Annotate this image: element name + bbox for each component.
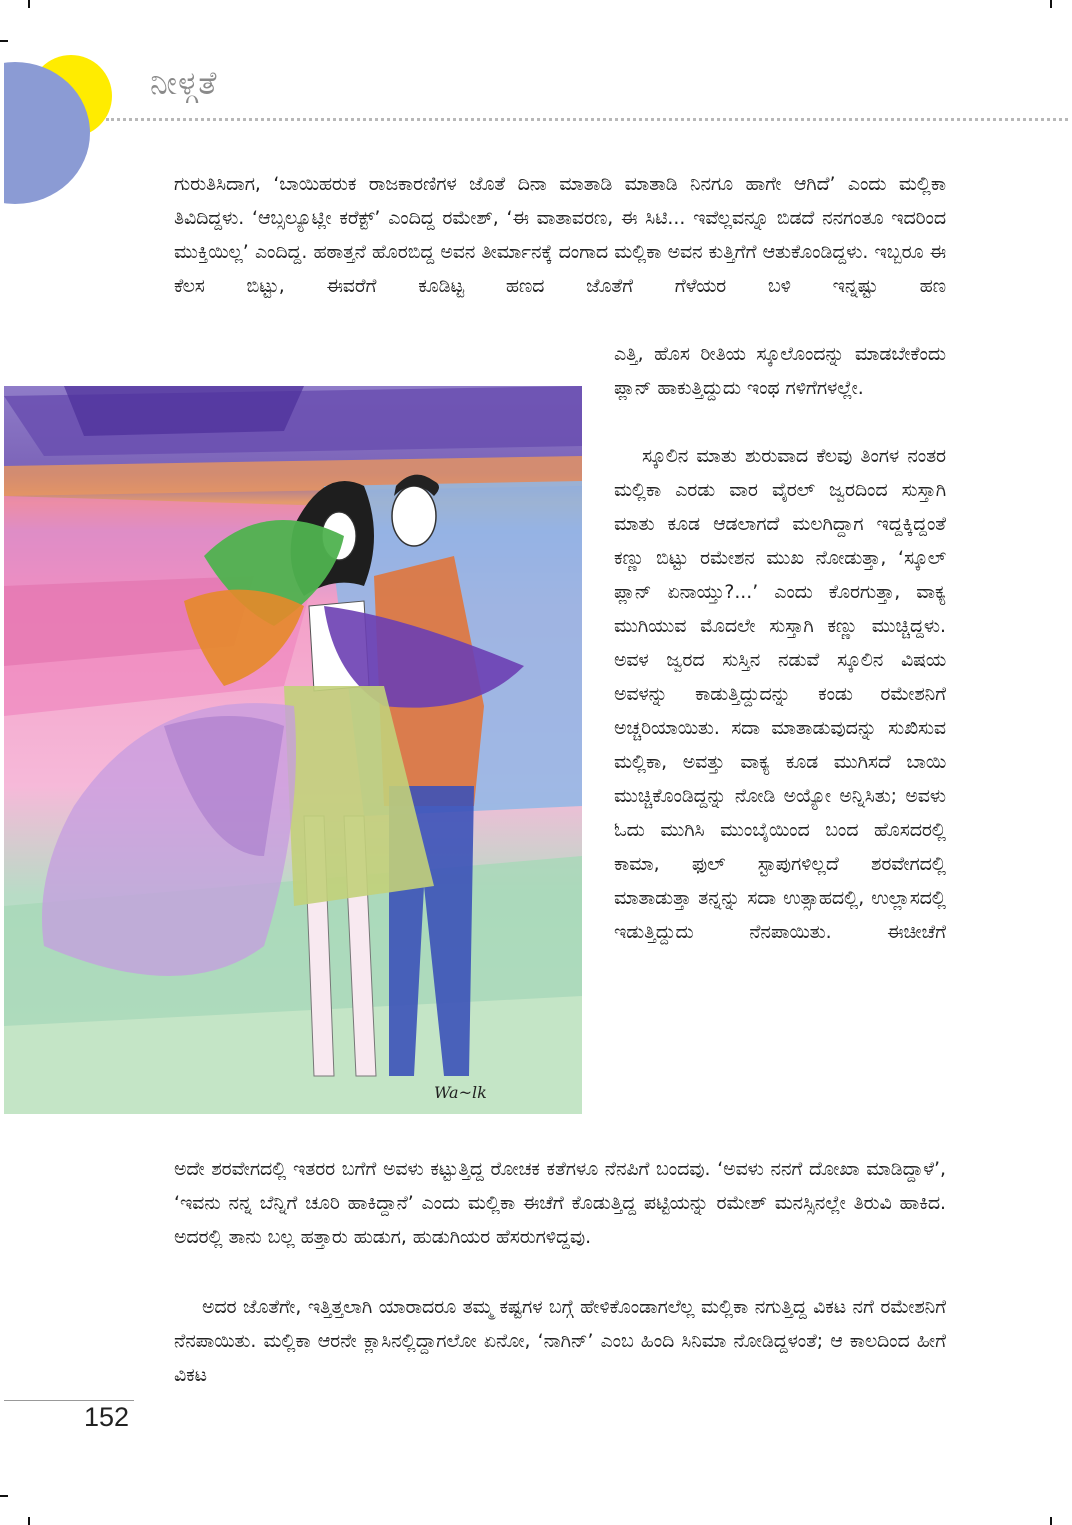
body-paragraph-bottom-1: ಅದೇ ಶರವೇಗದಲ್ಲಿ ಇತರರ ಬಗೆಗೆ ಅವಳು ಕಟ್ಟುತ್ತಿದ್ದ ರೋಚಕ ಕತೆಗಳೂ ನೆನಪಿಗೆ ಬಂದವು. ‘ಅವಳು ನನಗೆ ದೋಖಾ ಮಾಡಿದ್ದಾಳೆ’, ‘ಇವನು ನನ್ನ ಬೆನ್ನಿಗೆ ಚೂರಿ ಹಾಕಿದ್ದಾನೆ’ ಎಂದು ಮಲ್ಲಿಕಾ ಈಚೆಗೆ ಕೊಡುತ್ತಿದ್ದ ಪಟ್ಟಿಯನ್ನು ರಮೇಶ್ ಮನಸ್ಸಿನಲ್ಲೇ ತಿರುವಿ ಹಾಕಿದ. ಅದರಲ್ಲಿ ತಾನು ಬಲ್ಲ ಹತ್ತಾರು ಹುಡುಗ, ಹುಡುಗಿಯರ ಹೆಸರುಗಳಿದ್ದವು. xyxy=(174,1159,946,1248)
header-dotted-rule xyxy=(106,118,1068,121)
column-paragraph-2: ಸ್ಕೂಲಿನ ಮಾತು ಶುರುವಾದ ಕೆಲವು ತಿಂಗಳ ನಂತರ ಮಲ್ಲಿಕಾ ಎರಡು ವಾರ ವೈರಲ್ ಜ್ವರದಿಂದ ಸುಸ್ತಾಗಿ ಮಾತು ಕೂಡ ಆಡಲಾಗದೆ ಮಲಗಿದ್ದಾಗ ಇದ್ದಕ್ಕಿದ್ದಂತೆ ಕಣ್ಣು ಬಿಟ್ಟು ರಮೇಶನ ಮುಖ ನೋಡುತ್ತಾ, ‘ಸ್ಕೂಲ್ ಪ್ಲಾನ್ ಏನಾಯ್ತು?...’ ಎಂದು ಕೊರಗುತ್ತಾ, ವಾಕ್ಯ ಮುಗಿಯುವ ಮೊದಲೇ ಸುಸ್ತಾಗಿ ಕಣ್ಣು ಮುಚ್ಚಿದ್ದಳು. ಅವಳ ಜ್ವರದ ಸುಸ್ತಿನ ನಡುವೆ ಸ್ಕೂಲಿನ ವಿಷಯ ಅವಳನ್ನು ಕಾಡುತ್ತಿದ್ದುದನ್ನು ಕಂಡು ರಮೇಶನಿಗೆ ಅಚ್ಚರಿಯಾಯಿತು. ಸದಾ ಮಾತಾಡುವುದನ್ನು ಸುಖಿಸುವ ಮಲ್ಲಿಕಾ, ಅವತ್ತು ವಾಕ್ಯ ಕೂಡ ಮುಗಿಸದೆ ಬಾಯಿ ಮುಚ್ಚಿಕೊಂಡಿದ್ದನ್ನು ನೋಡಿ ಅಯ್ಯೋ ಅನ್ನಿಸಿತು; ಅವಳು ಓದು ಮುಗಿಸಿ ಮುಂಬೈಯಿಂದ ಬಂದ ಹೊಸದರಲ್ಲಿ ಕಾಮಾ, ಫುಲ್ ಸ್ಟಾಪುಗಳಿಲ್ಲದೆ ಶರವೇಗದಲ್ಲಿ ಮಾತಾಡುತ್ತಾ ತನ್ನನ್ನು ಸದಾ ಉತ್ಸಾಹದಲ್ಲಿ, ಉಲ್ಲಾಸದಲ್ಲಿ ಇಡುತ್ತಿದ್ದುದು ನೆನಪಾಯಿತು. ಈಚೀಚೆಗೆ xyxy=(614,446,946,943)
body-paragraph-bottom-2: ಅದರ ಜೊತೆಗೇ, ಇತ್ತಿತ್ತಲಾಗಿ ಯಾರಾದರೂ ತಮ್ಮ ಕಷ್ಟಗಳ ಬಗ್ಗೆ ಹೇಳಿಕೊಂಡಾಗಲೆಲ್ಲ ಮಲ್ಲಿಕಾ ನಗುತ್ತಿದ್ದ ವಿಕಟ ನಗೆ ರಮೇಶನಿಗೆ ನೆನಪಾಯಿತು. ಮಲ್ಲಿಕಾ ಆರನೇ ಕ್ಲಾಸಿನಲ್ಲಿದ್ದಾಗಲೋ ಏನೋ, ‘ನಾಗಿನ್’ ಎಂಬ ಹಿಂದಿ ಸಿನಿಮಾ ನೋಡಿದ್ದಳಂತೆ; ಆ ಕಾಲದಿಂದ ಹೀಗೆ ವಿಕಟ xyxy=(174,1297,946,1386)
crop-mark xyxy=(0,40,8,42)
illustration-signature: Wa~lk xyxy=(434,1083,487,1102)
body-paragraph-top: ಗುರುತಿಸಿದಾಗ, ‘ಬಾಯಿಹರುಕ ರಾಜಕಾರಣಿಗಳ ಜೊತೆ ದಿನಾ ಮಾತಾಡಿ ಮಾತಾಡಿ ನಿನಗೂ ಹಾಗೇ ಆಗಿದೆ’ ಎಂದು ಮಲ್ಲಿಕಾ ತಿವಿದಿದ್ದಳು. ‘ಆಬ್ಸಲ್ಯೂಟ್ಲೀ ಕರೆಕ್ಟ್’ ಎಂದಿದ್ದ ರಮೇಶ್, ‘ಈ ವಾತಾವರಣ, ಈ ಸಿಟಿ... ಇವೆಲ್ಲವನ್ನೂ ಬಿಡದೆ ನನಗಂತೂ ಇದರಿಂದ ಮುಕ್ತಿಯಿಲ್ಲ’ ಎಂದಿದ್ದ. ಹಠಾತ್ತನೆ ಹೊರಬಿದ್ದ ಅವನ ತೀರ್ಮಾನಕ್ಕೆ ದಂಗಾದ ಮಲ್ಲಿಕಾ ಅವನ ಕುತ್ತಿಗೆಗೆ ಆತುಕೊಂಡಿದ್ದಳು. ಇಬ್ಬರೂ ಈ ಕೆಲಸ ಬಿಟ್ಟು, ಈವರೆಗೆ ಕೂಡಿಟ್ಟ ಹಣದ ಜೊತೆಗೆ ಗೆಳೆಯರ ಬಳಿ ಇನ್ನಷ್ಟು ಹಣ xyxy=(174,174,946,297)
section-title: ನೀಳ್ಗತೆ xyxy=(150,64,218,102)
footer-rule xyxy=(4,1400,134,1401)
illustration-drawing xyxy=(4,386,582,1114)
crop-mark xyxy=(1050,0,1052,8)
crop-mark xyxy=(28,1517,30,1525)
header-deco-mask xyxy=(0,55,4,215)
crop-mark xyxy=(1050,1517,1052,1525)
story-illustration xyxy=(4,386,582,1114)
crop-mark xyxy=(28,0,30,8)
page-number: 152 xyxy=(84,1402,130,1432)
column-paragraph-1: ಎತ್ತಿ, ಹೊಸ ರೀತಿಯ ಸ್ಕೂಲೊಂದನ್ನು ಮಾಡಬೇಕೆಂದು ಪ್ಲಾನ್ ಹಾಕುತ್ತಿದ್ದುದು ಇಂಥ ಗಳಿಗೆಗಳಲ್ಲೇ. xyxy=(614,344,946,399)
crop-mark xyxy=(0,1495,8,1497)
